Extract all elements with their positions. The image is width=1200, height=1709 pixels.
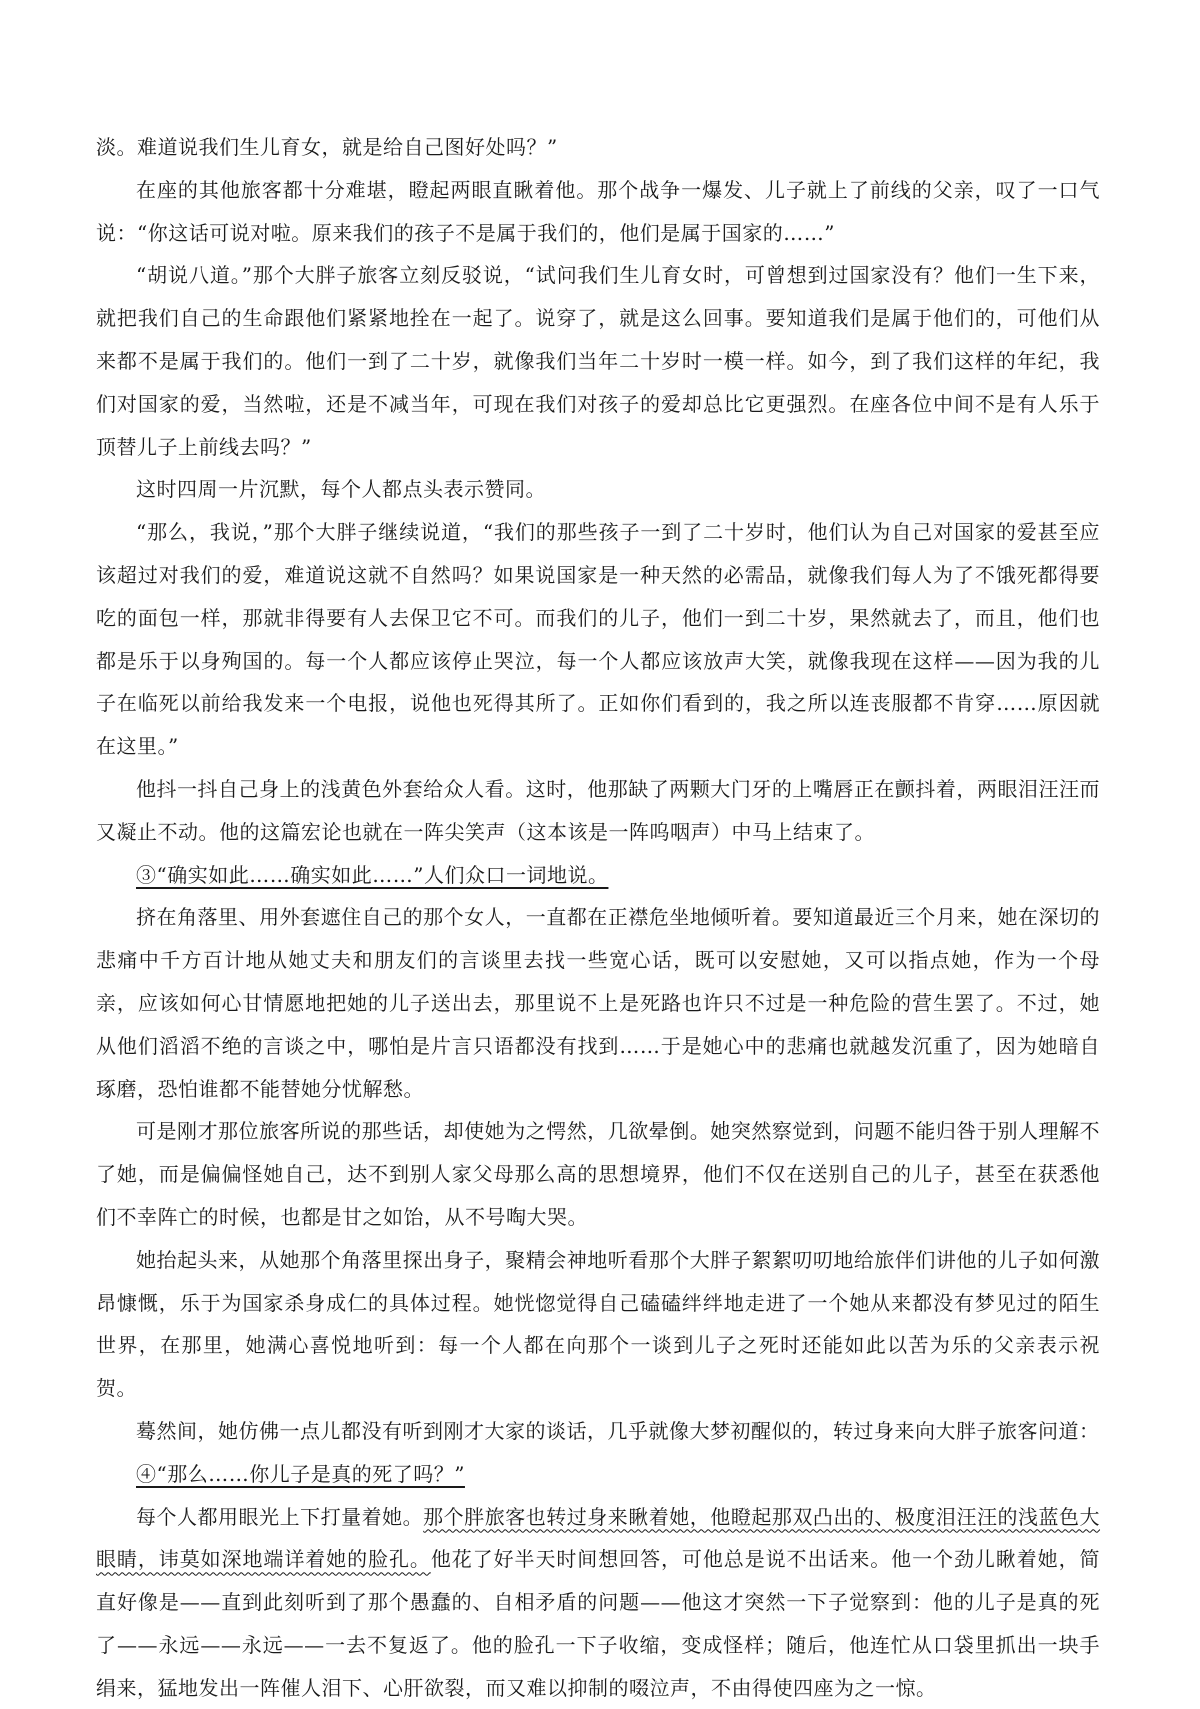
paragraph-6: 他抖一抖自己身上的浅黄色外套给众人看。这时，他那缺了两颗大门牙的上嘴唇正在颤抖着，两眼泪汪汪而又凝止不动。他的这篇宏论也就在一阵尖笑声（这本该是一阵呜咽声）中马上结束了。 bbox=[96, 768, 1100, 854]
paragraph-12-marked bbox=[96, 1453, 1100, 1496]
paragraph-8: 挤在角落里、用外套遮住自己的那个女人，一直都在正襟危坐地倾听着。要知道最近三个月来，她在深切的悲痛中千方百计地从她丈夫和朋友们的言谈里去找一些宽心话，既可以安慰她，又可以指点她，作为一个母亲，应该如何心甘情愿地把她的儿子送出去，那里说不上是死路也许只不过是一种危险的营生罢了。不过，她从他们滔滔不绝的言谈之中，哪怕是片言只语都没有找到……于是她心中的悲痛也就越发沉重了，因为她暗自琢磨，恐怕谁都不能替她分忧解愁。 bbox=[96, 896, 1100, 1110]
paragraph-13-start: 每个人都用眼光上下打量着她。 bbox=[136, 1505, 423, 1529]
paragraph-13-end: 他花了好半天时间想回答，可他总是说不出话来。他一个劲儿瞅着她，简直好像是——直到此刻听到了那个愚蠢的、自相矛盾的问题——他这才突然一下子觉察到：他的儿子是真的死了——永远——永远——一去不复返了。他的脸孔一下子收缩，变成怪样；随后，他连忙从口袋里抓出一块手绢来，猛地发出一阵催人泪下、心肝欲裂，而又难以抑制的啜泣声，不由得使四座为之一惊。 bbox=[96, 1547, 1100, 1699]
story-text bbox=[96, 126, 1100, 1709]
paragraph-9: 可是刚才那位旅客所说的那些话，却使她为之愕然，几欲晕倒。她突然察觉到，问题不能归咎于别人理解不了她，而是偏偏怪她自己，达不到别人家父母那么高的思想境界，他们不仅在送别自己的儿子，甚至在获悉他们不幸阵亡的时候，也都是甘之如饴，从不号啕大哭。 bbox=[96, 1110, 1100, 1238]
paragraph-2: 在座的其他旅客都十分难堪，瞪起两眼直瞅着他。那个战争一爆发、儿子就上了前线的父亲，叹了一口气说：“你这话可说对啦。原来我们的孩子不是属于我们的，他们是属于国家的……” bbox=[96, 169, 1100, 255]
paragraph-5: “那么，我说，”那个大胖子继续说道，“我们的那些孩子一到了二十岁时，他们认为自己对国家的爱甚至应该超过对我们的爱，难道说这就不自然吗？如果说国家是一种天然的必需品，就像我们每人为了不饿死都得要吃的面包一样，那就非得要有人去保卫它不可。而我们的儿子，他们一到二十岁，果然就去了，而且，他们也都是乐于以身殉国的。每一个人都应该停止哭泣，每一个人都应该放声大笑，就像我现在这样——因为我的儿子在临死以前给我发来一个电报，说他也死得其所了。正如你们看到的，我之所以连丧服都不肯穿……原因就在这里。” bbox=[96, 511, 1100, 768]
marked-sentence-3: ③“确实如此……确实如此……”人们众口一词地说。 bbox=[136, 863, 608, 887]
paragraph-1: 淡。难道说我们生儿育女，就是给自己图好处吗？” bbox=[96, 126, 1100, 169]
marked-sentence-4: ④“那么……你儿子是真的死了吗？” bbox=[136, 1462, 465, 1486]
paragraph-3: “胡说八道。”那个大胖子旅客立刻反驳说，“试问我们生儿育女时，可曾想到过国家没有？他们一生下来，就把我们自己的生命跟他们紧紧地拴在一起了。说穿了，就是这么回事。要知道我们是属于他们的，可他们从来都不是属于我们的。他们一到了二十岁，就像我们当年二十岁时一模一样。如今，到了我们这样的年纪，我们对国家的爱，当然啦，还是不减当年，可现在我们对孩子的爱却总比它更强烈。在座各位中间不是有人乐于顶替儿子上前线去吗？” bbox=[96, 254, 1100, 468]
paragraph-11: 蓦然间，她仿佛一点儿都没有听到刚才大家的谈话，几乎就像大梦初醒似的，转过身来向大胖子旅客问道： bbox=[96, 1410, 1100, 1453]
wavy-underlined-sentence: 那个胖旅客也转过身来瞅着她，他瞪起那双凸出的、极度泪汪汪的浅蓝色大眼睛，讳莫如深地端详着她的脸孔。 bbox=[96, 1505, 1100, 1572]
paragraph-10: 她抬起头来，从她那个角落里探出身子，聚精会神地听看那个大胖子絮絮叨叨地给旅伴们讲他的儿子如何激昂慷慨，乐于为国家杀身成仁的具体过程。她恍惚觉得自己磕磕绊绊地走进了一个她从来都没有梦见过的陌生世界，在那里，她满心喜悦地听到：每一个人都在向那个一谈到儿子之死时还能如此以苦为乐的父亲表示祝贺。 bbox=[96, 1239, 1100, 1410]
paragraph-7-marked bbox=[96, 854, 1100, 897]
paragraph-4: 这时四周一片沉默，每个人都点头表示赞同。 bbox=[96, 468, 1100, 511]
paragraph-13 bbox=[96, 1496, 1100, 1709]
